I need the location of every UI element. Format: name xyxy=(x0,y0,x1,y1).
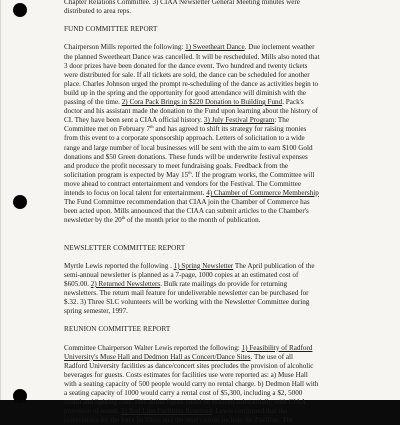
text-line: the planned Sweetheart Dance was cancelled. It will be rescheduled. Mills also noted that xyxy=(64,52,320,61)
text-run: intends to focus on local talent for entertainment. xyxy=(64,188,207,197)
item-title: University's Muse Hall and Dedmon Hall as Concert/Dance Sites xyxy=(64,352,251,361)
text-run: and has agreed to shift its strategy for raising monies xyxy=(153,125,307,134)
item-title: 1) Feasibility of Radford xyxy=(241,343,313,352)
item-title: 2) Returned Newsletters xyxy=(90,279,161,288)
text-run: Committee met on February 7 xyxy=(64,125,151,134)
text-run: The April publication of the xyxy=(233,261,315,270)
item-title: 1) Sweetheart Dance xyxy=(185,43,245,52)
text-line xyxy=(64,407,382,416)
document-body xyxy=(64,0,382,425)
text-line: reservations for the Inn's facilities and the reservations include the Pavilion. The xyxy=(64,416,294,425)
text-line xyxy=(64,353,382,362)
text-line xyxy=(64,43,382,52)
text-line xyxy=(64,344,382,353)
text-line: $.32. 3) Three SLC volunteers will be working with the Newsletter Committee during xyxy=(64,298,310,307)
item-title: 3) July Festival Program xyxy=(203,116,275,125)
newsletter-committee-heading: NEWSLETTER COMMITTEE REPORT xyxy=(64,243,186,252)
text-line xyxy=(64,171,382,180)
text-line: with a seating capacity of 500 people would carry no rental charge. b) Dedmon Hall with xyxy=(64,379,319,388)
text-run: passing of the time. xyxy=(64,98,122,107)
text-line: were distributed for sale. If all tickets are sold, the dance can be scheduled for another xyxy=(64,70,310,79)
text-line xyxy=(64,98,382,107)
text-run: : The xyxy=(274,116,290,125)
text-line: beverages for guests. Costs estimates for facilities use were reported as: a) Muse Hall xyxy=(64,370,308,379)
binder-hole-top xyxy=(13,3,27,17)
text-run: $605.00. xyxy=(64,279,91,288)
page-edge xyxy=(0,0,1,400)
fund-committee-heading: FUND COMMITTEE REPORT xyxy=(64,25,158,34)
text-line: spring semester, 1997. xyxy=(64,307,128,316)
text-line xyxy=(64,280,382,289)
text-line: donations and $50 Green donations. These funds will be underwrite festival expenses xyxy=(64,152,308,161)
text-line: range and large number of local businesses will be sent with the aim to earn $100 Gold xyxy=(64,143,313,152)
text-line xyxy=(64,125,382,134)
text-line: doctor and his assistant made the donation to the Fund upon learning about the history of xyxy=(64,107,319,116)
text-line: semi-annual newsletter is planned as a 7-page, 1000 copies at an estimated cost of xyxy=(64,270,299,279)
text-run: solicitation program is expected by May 15 xyxy=(64,170,189,179)
text-line xyxy=(64,262,382,271)
text-line: and produce the profit necessary to meet fundraising goals. Feedback from the xyxy=(64,161,289,170)
text-run: of the month prior to the month of publication. xyxy=(125,216,261,225)
text-line: Radford University facilities as dance/concert sites precludes the provision of alcoholic xyxy=(64,361,314,370)
text-run: . Pack's xyxy=(282,98,304,107)
text-line: place. Charles Johnson urged the prompt re-scheduling of the dance as activities begin to xyxy=(64,79,319,88)
text-line: a seating capacity of 1000 would carry a rental cost of $5,300, including a $2, 5000 xyxy=(64,389,303,398)
binder-hole-middle xyxy=(13,195,27,209)
text-run: . Lewis confirmed that the xyxy=(211,407,288,416)
ordinal-suffix: th xyxy=(121,215,126,221)
text-line: build up in the spring and the opportunity for good attendance will diminish with the xyxy=(64,88,306,97)
text-line: 3 door prizes have been donated for the dance event. Two hundred and twenty tickets xyxy=(64,61,308,70)
item-title: 2) Cora Pack Brings in $220 Donation to Building Fund xyxy=(121,98,283,107)
text-line: distributed to area reps. xyxy=(64,7,132,16)
item-title: 1) Spring Newsletter xyxy=(173,261,234,270)
item-title: 4) Chamber of Commerce Membership xyxy=(206,188,319,197)
text-line xyxy=(64,216,382,225)
text-line xyxy=(64,189,382,198)
text-run: . The use of all xyxy=(250,352,294,361)
text-run: . Due inclement weather xyxy=(244,43,315,52)
text-run: . Bulk rate mailings do provide for returning xyxy=(160,279,288,288)
text-line: Chapter Relations Committee. 3) CIAA Newsletter General Meeting minutes were xyxy=(64,0,300,6)
text-run: Committee Chairperson Walter Lewis reported the following: xyxy=(64,343,242,352)
text-line xyxy=(64,116,382,125)
text-line: sound and lighting cost. This dollar figure could be reduced substantially with CIAA xyxy=(64,398,307,407)
text-run: CI. They have been sent a CIAA official history. xyxy=(64,116,204,125)
reunion-committee-heading: REUNION COMMITTEE REPORT xyxy=(64,325,171,334)
text-line: move ahead to contract entertainment and vendors for the Festival. The Committee xyxy=(64,179,302,188)
text-line: been acted upon. Mills announced that the CIAA can submit articles to the Chamber's xyxy=(64,207,309,216)
ordinal-suffix: th xyxy=(150,124,154,130)
text-line: from this event to a corporate sponsorship approach. Letters of solicitation to a wide xyxy=(64,134,305,143)
text-run: Chairperson Mills reported the following: xyxy=(64,43,186,52)
text-line: The Fund Committee recommendation that CIAA join the Chamber of Commerce has xyxy=(64,198,310,207)
text-run: provision of sound. xyxy=(64,407,122,416)
text-run: . If the program works, the Committee will xyxy=(191,170,315,179)
item-title: 2) Red Lion Facilities Reserved xyxy=(121,407,212,416)
text-line: newsletters. The return mail feature for undeliverable newsletter can be purchased for xyxy=(64,289,309,297)
text-run: newsletter by the 20 xyxy=(64,216,122,225)
binder-hole-bottom xyxy=(13,389,27,403)
text-run: Myrtle Lewis reported the following . xyxy=(64,261,174,270)
ordinal-suffix: th xyxy=(188,169,192,175)
